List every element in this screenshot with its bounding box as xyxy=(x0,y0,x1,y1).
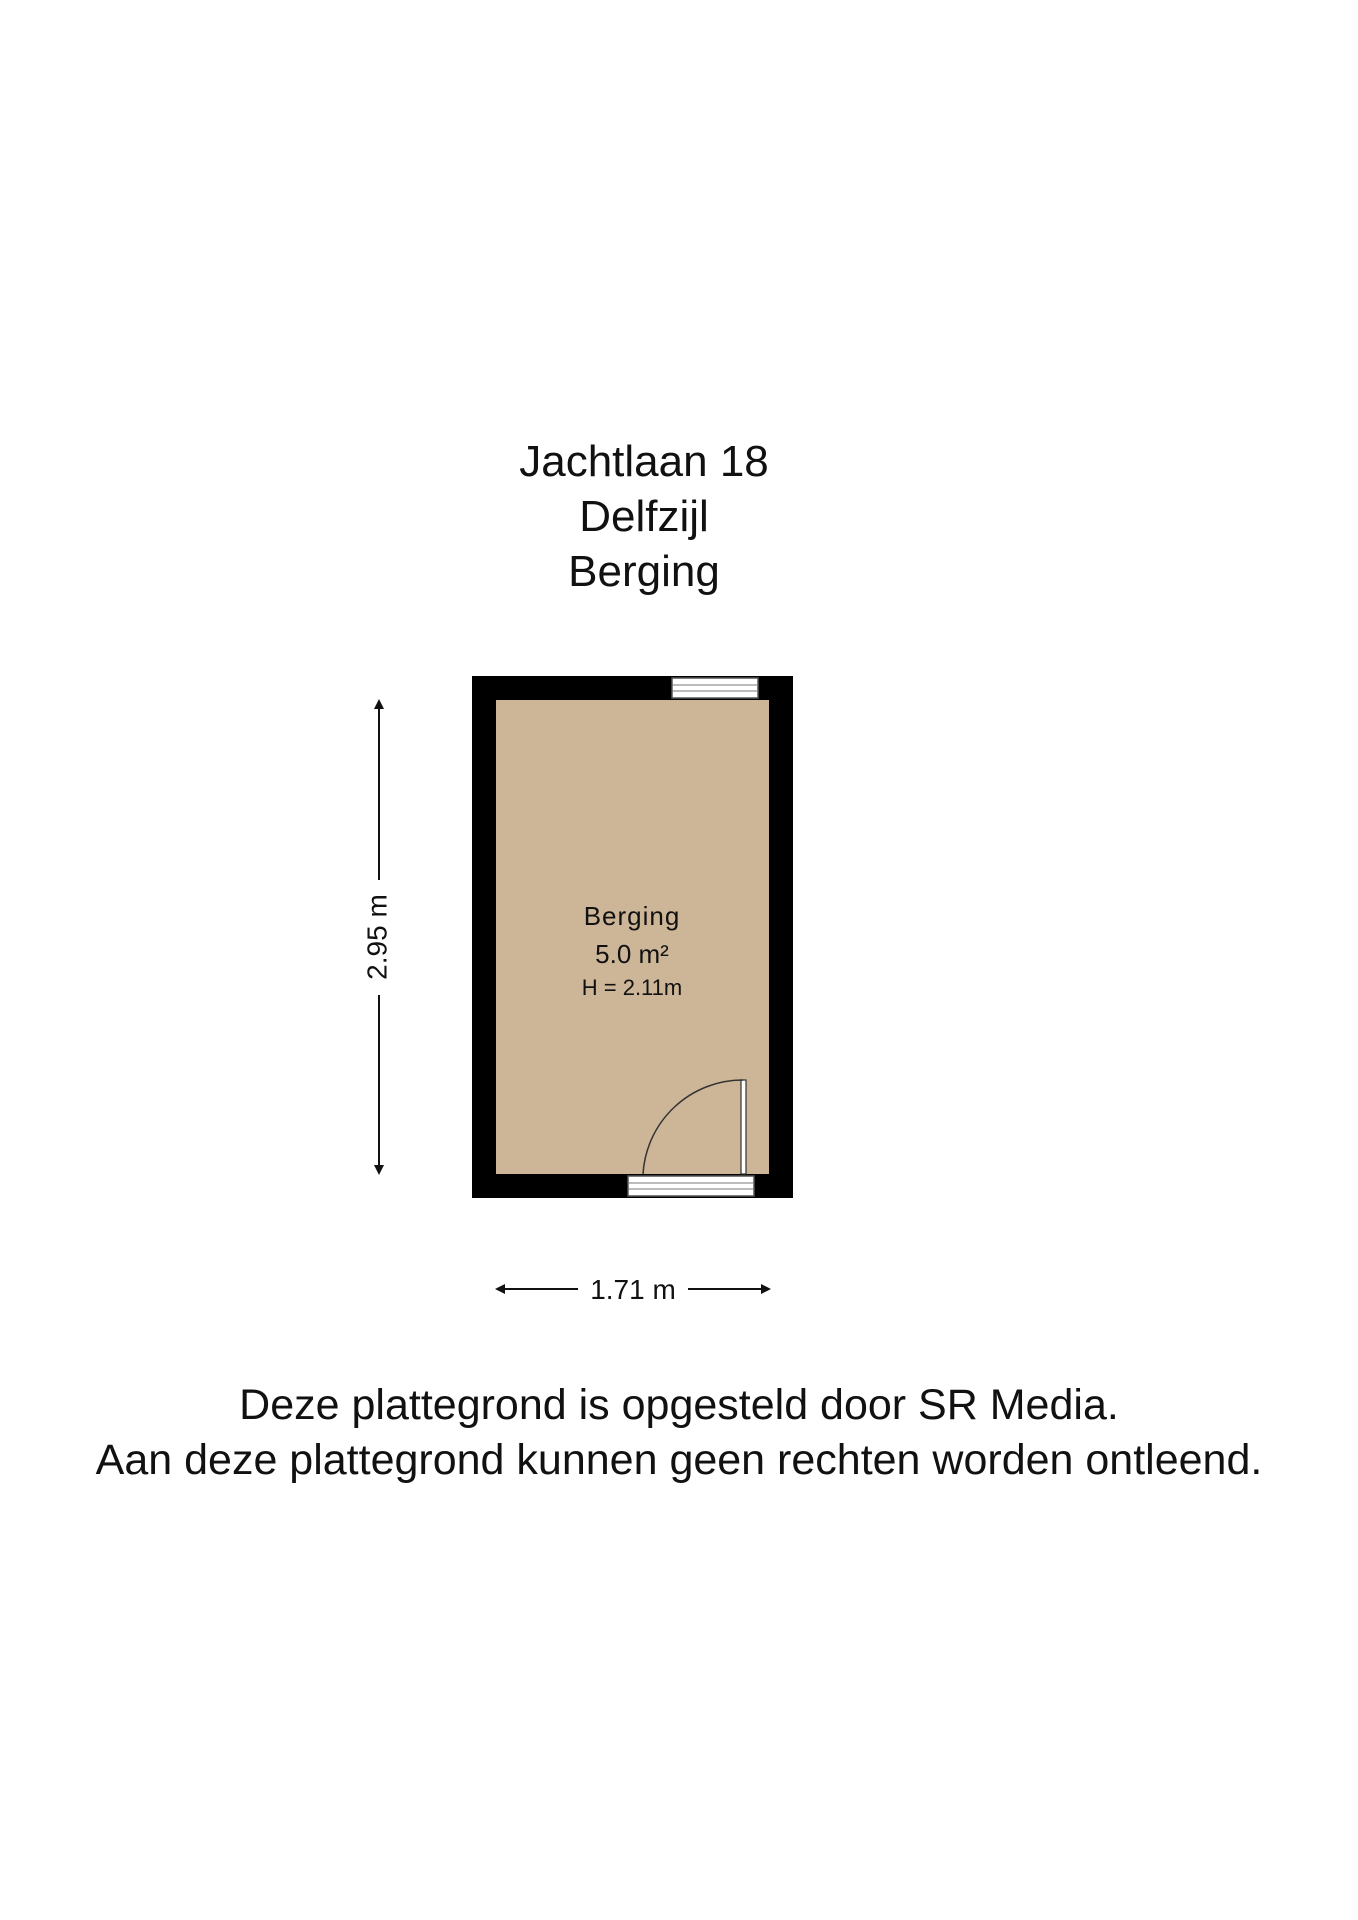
disclaimer-line-2: Aan deze plattegrond kunnen geen rechten worden ontleend. xyxy=(95,1436,1263,1484)
vertical-dimension-label: 2.95 m xyxy=(361,894,393,980)
disclaimer-line-1: Deze plattegrond is opgesteld door SR Media. xyxy=(239,1381,1119,1429)
disclaimer xyxy=(0,1378,1358,1488)
address-title: Jachtlaan 18 xyxy=(519,437,769,486)
floor-title: Berging xyxy=(568,547,720,596)
door-opening xyxy=(628,1176,754,1196)
room-area: 5.0 m² xyxy=(595,939,669,969)
vertical-dimension xyxy=(361,701,392,1173)
city-title: Delfzijl xyxy=(579,492,709,541)
room-height: H = 2.11m xyxy=(581,975,683,1000)
room-name: Berging xyxy=(583,901,681,931)
room-floor xyxy=(496,700,769,1174)
horizontal-dimension xyxy=(497,1274,769,1305)
top-window xyxy=(672,678,758,698)
horizontal-dimension-label: 1.71 m xyxy=(590,1274,676,1305)
